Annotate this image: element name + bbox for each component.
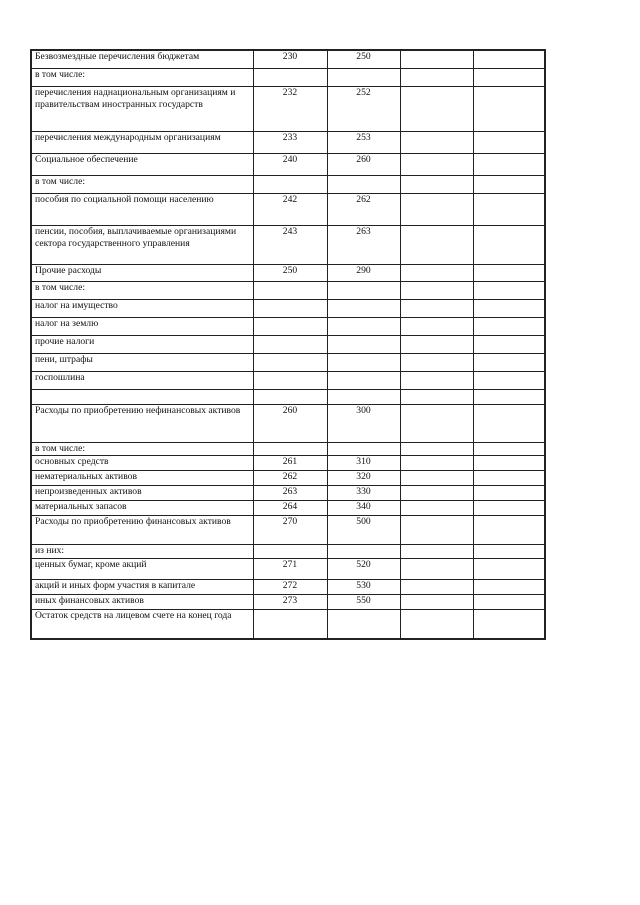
row-code-cell [253, 317, 327, 335]
row-value-cell [473, 225, 545, 264]
table-row [31, 131, 545, 153]
row-value-cell [473, 153, 545, 175]
row-code-cell [253, 371, 327, 389]
row-value-cell [400, 594, 473, 609]
table-row [31, 470, 545, 485]
row-value-cell [473, 68, 545, 86]
row-value-cell [473, 353, 545, 371]
row-value-cell [400, 371, 473, 389]
row-label-cell: прочие налоги [31, 335, 253, 353]
row-label-cell: в том числе: [31, 175, 253, 193]
row-value-cell [473, 175, 545, 193]
table-row [31, 404, 545, 442]
row-code-cell [253, 335, 327, 353]
row-value-cell [473, 317, 545, 335]
table-row [31, 389, 545, 404]
row-code-cell [253, 68, 327, 86]
row-label-cell: Безвозмездные перечисления бюджетам [31, 50, 253, 68]
row-value-cell [400, 455, 473, 470]
row-kosgu-cell: 520 [327, 558, 400, 579]
row-kosgu-cell: 530 [327, 579, 400, 594]
row-kosgu-cell: 290 [327, 264, 400, 281]
row-code-cell: 263 [253, 485, 327, 500]
row-value-cell [400, 515, 473, 544]
row-value-cell [400, 50, 473, 68]
table-row [31, 281, 545, 299]
row-kosgu-cell [327, 175, 400, 193]
row-kosgu-cell [327, 371, 400, 389]
row-code-cell: 271 [253, 558, 327, 579]
row-label-cell: ценных бумаг, кроме акций [31, 558, 253, 579]
row-label-cell: основных средств [31, 455, 253, 470]
row-label-cell [31, 389, 253, 404]
row-code-cell: 260 [253, 404, 327, 442]
row-kosgu-cell: 340 [327, 500, 400, 515]
table-row [31, 317, 545, 335]
row-value-cell [473, 558, 545, 579]
row-value-cell [473, 335, 545, 353]
row-value-cell [400, 609, 473, 639]
row-kosgu-cell: 550 [327, 594, 400, 609]
table-row [31, 515, 545, 544]
row-value-cell [400, 485, 473, 500]
row-code-cell: 273 [253, 594, 327, 609]
table-row [31, 68, 545, 86]
row-label-cell: госпошлина [31, 371, 253, 389]
row-value-cell [400, 86, 473, 131]
row-value-cell [400, 544, 473, 558]
table-row [31, 264, 545, 281]
row-code-cell: 242 [253, 193, 327, 225]
row-code-cell [253, 299, 327, 317]
row-value-cell [400, 299, 473, 317]
table-row [31, 299, 545, 317]
row-value-cell [400, 317, 473, 335]
table-row [31, 335, 545, 353]
row-kosgu-cell: 253 [327, 131, 400, 153]
row-code-cell [253, 281, 327, 299]
row-value-cell [400, 193, 473, 225]
table-row [31, 50, 545, 68]
row-kosgu-cell: 263 [327, 225, 400, 264]
row-value-cell [473, 500, 545, 515]
table-row [31, 193, 545, 225]
row-code-cell [253, 442, 327, 455]
row-label-cell: в том числе: [31, 68, 253, 86]
row-value-cell [473, 193, 545, 225]
row-label-cell: налог на имущество [31, 299, 253, 317]
budget-report-table [30, 49, 546, 640]
row-code-cell: 262 [253, 470, 327, 485]
row-value-cell [400, 579, 473, 594]
row-kosgu-cell [327, 544, 400, 558]
row-value-cell [473, 442, 545, 455]
table-row [31, 225, 545, 264]
row-value-cell [473, 515, 545, 544]
row-label-cell: Прочие расходы [31, 264, 253, 281]
row-code-cell: 233 [253, 131, 327, 153]
table-row [31, 175, 545, 193]
row-code-cell: 250 [253, 264, 327, 281]
row-value-cell [400, 131, 473, 153]
table-row [31, 442, 545, 455]
row-label-cell: пени, штрафы [31, 353, 253, 371]
row-kosgu-cell: 252 [327, 86, 400, 131]
row-value-cell [400, 500, 473, 515]
row-value-cell [400, 470, 473, 485]
row-value-cell [473, 281, 545, 299]
row-code-cell [253, 389, 327, 404]
row-value-cell [400, 353, 473, 371]
table-row [31, 558, 545, 579]
row-label-cell: Социальное обеспечение [31, 153, 253, 175]
row-value-cell [473, 86, 545, 131]
row-code-cell: 264 [253, 500, 327, 515]
table-row [31, 579, 545, 594]
row-code-cell [253, 609, 327, 639]
row-value-cell [400, 442, 473, 455]
row-value-cell [400, 389, 473, 404]
row-kosgu-cell: 250 [327, 50, 400, 68]
row-value-cell [473, 299, 545, 317]
row-value-cell [400, 175, 473, 193]
row-kosgu-cell [327, 609, 400, 639]
row-value-cell [473, 264, 545, 281]
row-kosgu-cell [327, 335, 400, 353]
row-label-cell: материальных запасов [31, 500, 253, 515]
row-label-cell: пособия по социальной помощи населению [31, 193, 253, 225]
row-kosgu-cell: 500 [327, 515, 400, 544]
table-row [31, 455, 545, 470]
row-code-cell [253, 353, 327, 371]
row-value-cell [473, 389, 545, 404]
table-row [31, 153, 545, 175]
row-kosgu-cell: 262 [327, 193, 400, 225]
row-code-cell: 261 [253, 455, 327, 470]
row-code-cell [253, 544, 327, 558]
row-kosgu-cell [327, 353, 400, 371]
row-label-cell: пенсии, пособия, выплачиваемые организациями сектора государственного управления [31, 225, 253, 264]
row-kosgu-cell: 320 [327, 470, 400, 485]
table-row [31, 609, 545, 639]
row-value-cell [400, 558, 473, 579]
row-kosgu-cell: 300 [327, 404, 400, 442]
row-kosgu-cell: 310 [327, 455, 400, 470]
row-code-cell: 232 [253, 86, 327, 131]
row-value-cell [473, 131, 545, 153]
row-kosgu-cell: 330 [327, 485, 400, 500]
row-value-cell [400, 264, 473, 281]
row-label-cell: непроизведенных активов [31, 485, 253, 500]
row-kosgu-cell [327, 281, 400, 299]
row-kosgu-cell [327, 442, 400, 455]
table-row [31, 485, 545, 500]
row-value-cell [400, 335, 473, 353]
row-label-cell: в том числе: [31, 442, 253, 455]
row-code-cell: 243 [253, 225, 327, 264]
row-value-cell [473, 455, 545, 470]
row-value-cell [473, 371, 545, 389]
row-code-cell: 240 [253, 153, 327, 175]
row-value-cell [473, 470, 545, 485]
table-row [31, 500, 545, 515]
table-row [31, 371, 545, 389]
row-kosgu-cell [327, 68, 400, 86]
row-label-cell: акций и иных форм участия в капитале [31, 579, 253, 594]
row-value-cell [400, 68, 473, 86]
row-label-cell: нематериальных активов [31, 470, 253, 485]
row-kosgu-cell [327, 299, 400, 317]
row-value-cell [473, 594, 545, 609]
row-value-cell [473, 404, 545, 442]
table-row [31, 544, 545, 558]
table-row [31, 86, 545, 131]
row-code-cell: 230 [253, 50, 327, 68]
row-label-cell: Остаток средств на лицевом счете на конец года [31, 609, 253, 639]
row-value-cell [473, 544, 545, 558]
row-label-cell: в том числе: [31, 281, 253, 299]
row-code-cell: 270 [253, 515, 327, 544]
row-value-cell [400, 153, 473, 175]
row-label-cell: перечисления международным организациям [31, 131, 253, 153]
row-label-cell: иных финансовых активов [31, 594, 253, 609]
row-value-cell [473, 485, 545, 500]
row-value-cell [400, 225, 473, 264]
table-row [31, 353, 545, 371]
row-value-cell [400, 404, 473, 442]
row-kosgu-cell: 260 [327, 153, 400, 175]
table-row [31, 594, 545, 609]
row-kosgu-cell [327, 317, 400, 335]
row-value-cell [473, 579, 545, 594]
row-code-cell [253, 175, 327, 193]
row-kosgu-cell [327, 389, 400, 404]
row-code-cell: 272 [253, 579, 327, 594]
row-value-cell [400, 281, 473, 299]
row-label-cell: Расходы по приобретению финансовых активов [31, 515, 253, 544]
row-label-cell: Расходы по приобретению нефинансовых активов [31, 404, 253, 442]
row-value-cell [473, 609, 545, 639]
row-label-cell: перечисления наднациональным организациям и правительствам иностранных государств [31, 86, 253, 131]
row-label-cell: из них: [31, 544, 253, 558]
row-label-cell: налог на землю [31, 317, 253, 335]
row-value-cell [473, 50, 545, 68]
